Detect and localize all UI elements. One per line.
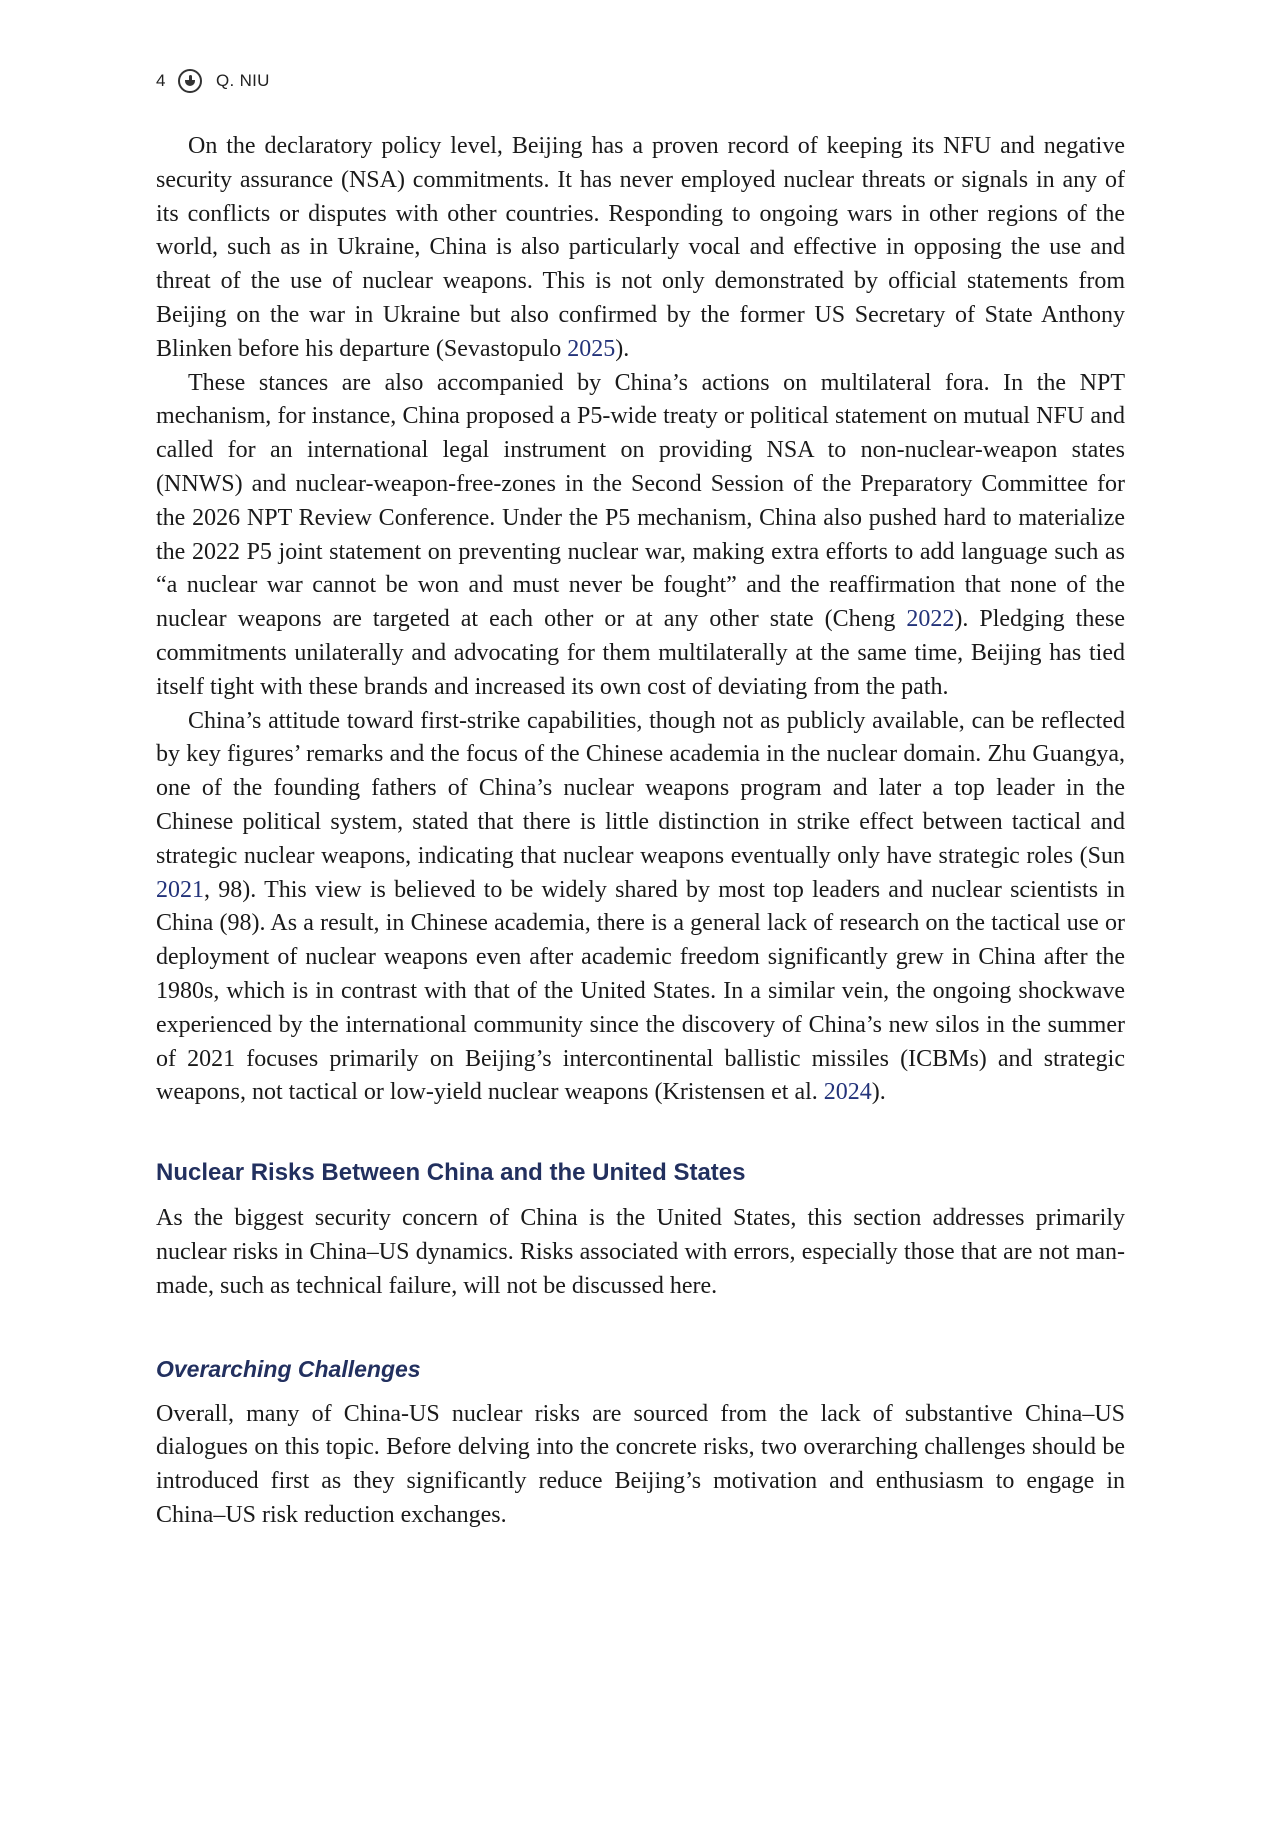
section-heading: Nuclear Risks Between China and the United States [156,1159,746,1187]
paragraph-overarching: Overall, many of China-US nuclear risks are sourced from the lack of substantive China–US dialogues on this topic. Before delving into the concrete risks, two overarching challenges should be introduced first as they significantly reduce Beijing’s motivation and enthusiasm to engage in China–US risk reduction exchanges. [156,1400,1125,1528]
text-span: ). [871,1079,886,1106]
running-head-author: Q. NIU [216,71,270,90]
paragraph-multilateral-fora [156,367,1125,705]
citation-link[interactable]: 2025 [567,335,616,362]
article-body [156,130,1125,1533]
text-span: ). Pledging these commitments unilaterally and advocating for them multilaterally at the same time, Beijing has tied itself tight with these brands and increased its own cost of deviating from the path. [156,606,1125,700]
paragraph-first-strike [156,705,1125,1111]
text-span: These stances are also accompanied by China’s actions on multilateral fora. In the NPT mechanism, for instance, China proposed a P5-wide treaty or political statement on mutual NFU and called for an international legal instrument on providing NSA to non-nuclear-weapon states (NNWS) and nuclear-weapon-free-zones in the Second Session of the Preparatory Committee for the 2026 NPT Review Conference. Under the P5 mechanism, China also pushed hard to materialize the 2022 P5 joint statement on preventing nuclear war, making extra efforts to add language such as “a nuclear war cannot be won and must never be fought” and the reaffirmation that none of the nuclear weapons are targeted at each other or at any other state (Cheng [156,369,1125,633]
citation-link[interactable]: 2022 [906,606,955,633]
citation-link[interactable]: 2024 [823,1079,872,1106]
text-span: , 98). This view is believed to be widely shared by most top leaders and nuclear scientists in China (98). As a result, in Chinese academia, there is a general lack of research on the tactical use or deployment of nuclear weapons even after academic freedom significantly grew in China after the 1980s, which is in contrast with that of the United States. In a similar vein, the ongoing shockwave experienced by the international community since the discovery of China’s new silos in the summer of 2021 focuses primarily on Beijing’s intercontinental ballistic missiles (ICBMs) and strategic weapons, not tactical or low-yield nuclear weapons (Kristensen et al. [156,876,1125,1106]
text-span: China’s attitude toward first-strike capabilities, though not as publicly available, can be reflected by key figures’ remarks and the focus of the Chinese academia in the nuclear domain. Zhu Guangya, one of the founding fathers of China’s nuclear weapons program and later a top leader in the Chinese political system, stated that there is little distinction in strike effect between tactical and strategic nuclear weapons, indicating that nuclear weapons eventually only have strategic roles (Sun [156,707,1125,869]
text-span: ). [615,335,630,362]
paragraph-declaratory-policy [156,130,1125,367]
journal-logo-icon [178,69,202,93]
subsection-heading: Overarching Challenges [156,1355,421,1382]
running-head [156,66,270,96]
text-span: On the declaratory policy level, Beijing has a proven record of keeping its NFU and negative security assurance (NSA) commitments. It has never employed nuclear threats or signals in any of its conflicts or disputes with other countries. Responding to ongoing wars in other regions of the world, such as in Ukraine, China is also particularly vocal and effective in opposing the use and threat of the use of nuclear weapons. This is not only demonstrated by official statements from Beijing on the war in Ukraine but also confirmed by the former US Secretary of State Anthony Blinken before his departure (Sevastopulo [156,133,1125,362]
paragraph-section-intro: As the biggest security concern of China is the United States, this section addresses primarily nuclear risks in China–US dynamics. Risks associated with errors, especially those that are not man-made, such as technical failure, will not be discussed here. [156,1205,1125,1299]
page-number: 4 [156,71,166,90]
citation-link[interactable]: 2021 [156,876,204,903]
